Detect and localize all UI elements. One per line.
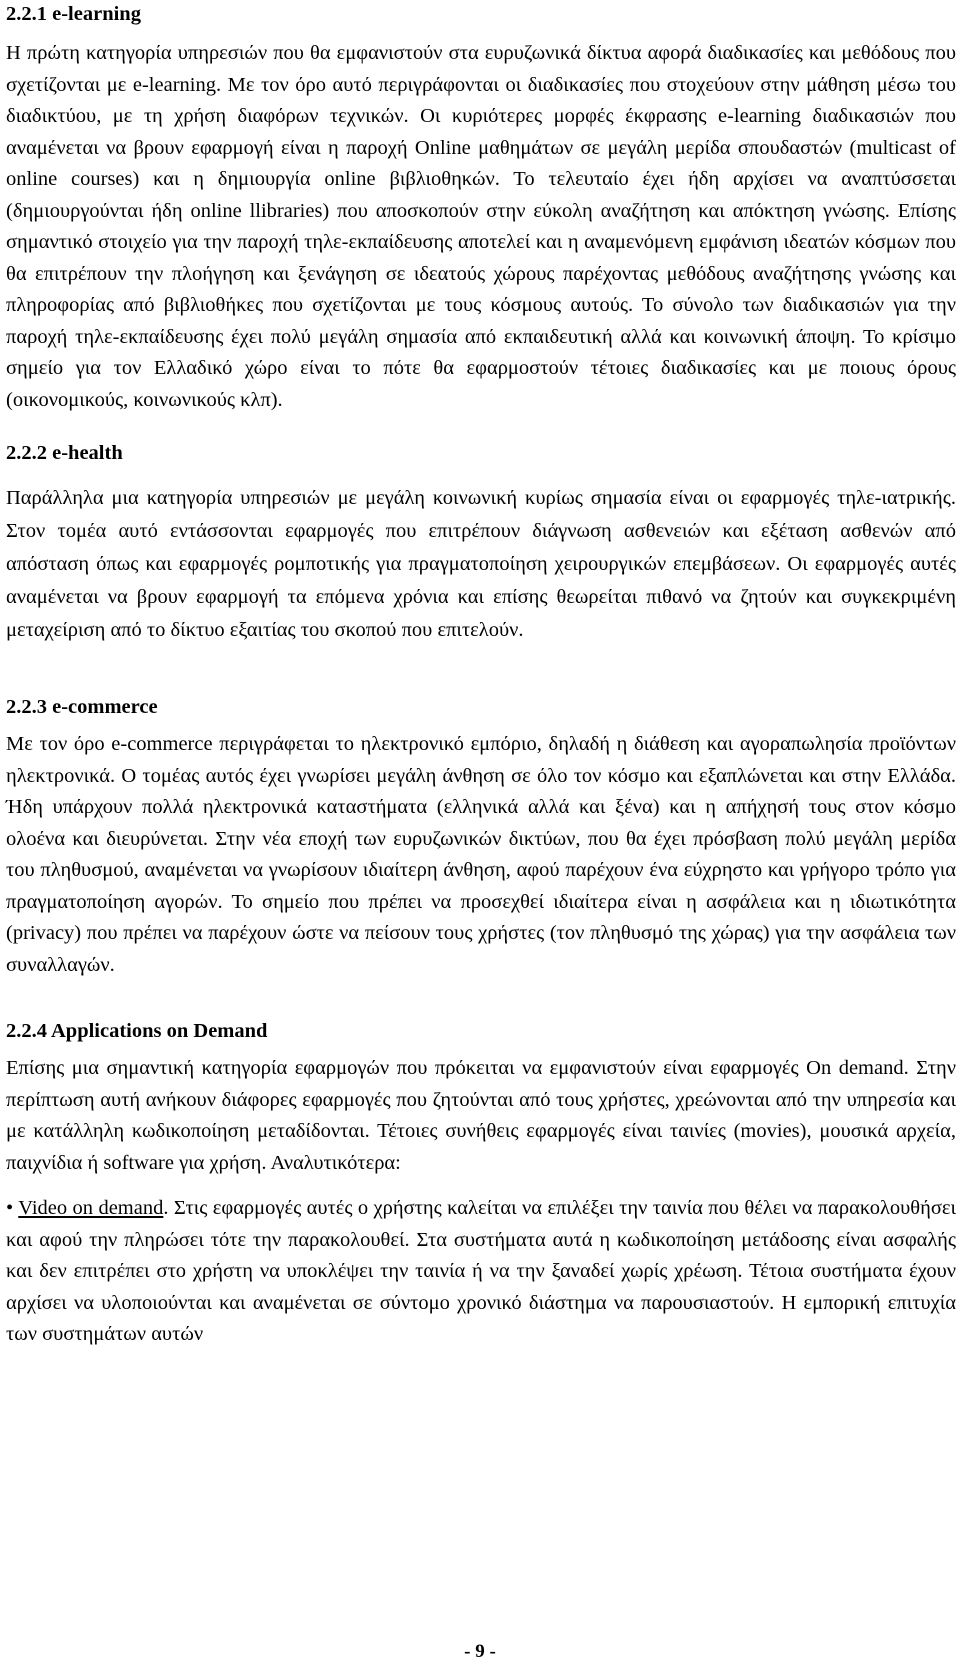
paragraph-ecommerce: Με τον όρο e-commerce περιγράφεται το ηλεκτρονικό εμπόριο, δηλαδή η διάθεση και αγοραπωλησία προϊόντων ηλεκτρονικά. Ο τομέας αυτός έχει γνωρίσει μεγάλη άνθηση σε όλο τον κόσμο και εξαπλώνεται και στην Ελλάδα. Ήδη υπάρχουν πολλά ηλεκτρονικά καταστήματα (ελληνικά αλλά και ξένα) και η απήχησή τους στον κόσμο ολοένα και διευρύνεται. Στην νέα εποχή των ευρυζωνικών δικτύων, που θα έχει πρόσβαση πολύ μεγάλη μερίδα του πληθυσμού, αναμένεται να γνωρίσουν ιδιαίτερη άνθηση, αφού παρέχουν ένα εύχρηστο και γρήγορο τρόπο για πραγματοποίηση αγορών. Το σημείο που πρέπει να προσεχθεί ιδιαίτερα είναι η ασφάλεια και η ιδιωτικότητα (privacy) που πρέπει να παρέχουν ώστε να πείσουν τους χρήστες (τον πληθυσμό της χώρας) για την ασφάλεια των συναλλαγών. (6, 733, 956, 976)
paragraph-elearning: Η πρώτη κατηγορία υπηρεσιών που θα εμφανιστούν στα ευρυζωνικά δίκτυα αφορά διαδικασίες και μεθόδους που σχετίζονται με e-learning. Με τον όρο αυτό περιγράφονται οι διαδικασίες που στοχεύουν στην μάθηση μέσω του διαδικτύου, με τη χρήση διαφόρων τεχνικών. Οι κυριότερες μορφές έκφρασης e-learning διαδικασιών που αναμένεται να βρουν εφαρμογή είναι η παροχή Online μαθημάτων σε μεγάλη μερίδα σπουδαστών (multicast of online courses) και η δημιουργία online βιβλιοθηκών. Το τελευταίο έχει ήδη αρχίσει να αναπτύσσεται (δημιουργούνται ήδη online llibraries) που αποσκοπούν στην εύκολη αναζήτηση και απόκτηση γνώσης. Επίσης σημαντικό στοιχείο για την παροχή τηλε-εκπαίδευσης αποτελεί και η αναμενόμενη εμφάνιση ιδεατών κόσμων που θα επιτρέπουν την πλοήγηση και ξενάγηση σε ιδεατούς χώρους παρέχοντας μεθόδους αναζήτησης γνώσης και πληροφορίας από βιβλιοθήκες που σχετίζονται με τους κόσμους αυτούς. Το σύνολο των διαδικασιών για την παροχή τηλε-εκπαίδευσης έχει πολύ μεγάλη σημασία από εκπαιδευτική αλλά και κοινωνική άποψη. Το κρίσιμο σημείο για τον Ελλαδικό χώρο είναι το πότε θα εφαρμοστούν τέτοιες διαδικασίες και με ποιους όρους (οικονομικούς, κοινωνικούς κλπ). (6, 42, 956, 411)
section-heading-ehealth: 2.2.2 e-health (6, 442, 123, 464)
spacer (6, 647, 956, 693)
bullet-label-video-on-demand: Video on demand (18, 1197, 164, 1219)
bullet-marker: • (6, 1197, 14, 1219)
spacer (6, 28, 956, 38)
spacer (6, 467, 956, 482)
page-number: - 9 - (464, 1641, 496, 1662)
bullet-video-on-demand (6, 1193, 956, 1351)
paragraph-aod: Επίσης μια σημαντική κατηγορία εφαρμογών που πρόκειται να εμφανιστούν είναι εφαρμογές On demand. Στην περίπτωση αυτή ανήκουν διάφορες εφαρμογές που ζητούνται από τους χρήστες, χρεώνονται από την υπηρεσία και με κατάλληλη κωδικοποίηση μεταδίδονται. Τέτοιες συνήθεις εφαρμογές είναι ταινίες (movies), μουσικά αρχεία, παιχνίδια ή software για χρήση. Αναλυτικότερα: (6, 1057, 956, 1174)
section-heading-aod: 2.2.4 Applications on Demand (6, 1020, 268, 1042)
section-heading-elearning: 2.2.1 e-learning (6, 3, 141, 25)
section-heading-ecommerce: 2.2.3 e-commerce (6, 696, 158, 718)
paragraph-ehealth: Παράλληλα μια κατηγορία υπηρεσιών με μεγάλη κοινωνική κυρίως σημασία είναι οι εφαρμογές τηλε-ιατρικής. Στον τομέα αυτό εντάσσονται εφαρμογές που επιτρέπουν διάγνωση ασθενειών και εξέταση ασθενών από απόσταση όπως και εφαρμογές ρομποτικής για πραγματοποίηση χειρουργικών επεμβάσεων. Οι εφαρμογές αυτές αναμένεται να βρουν εφαρμογή τα επόμενα χρόνια και επίσης θεωρείται πιθανό να ζητούν και συγκεκριμένη μεταχείριση από το δίκτυο εξαιτίας του σκοπού που επιτελούν. (6, 487, 956, 641)
spacer (6, 1045, 956, 1053)
spacer (6, 721, 956, 729)
page-content (6, 0, 956, 1351)
bullet-text: . Στις εφαρμογές αυτές ο χρήστης καλείται να επιλέξει την ταινία που θέλει να παρακολουθήσει και αφού την πληρώσει τότε την παρακολουθεί. Στα συστήματα αυτά η κωδικοποίηση μετάδοσης είναι ασφαλής και δεν επιτρέπει στο χρήστη να υποκλέψει την ταινία ή να την ξαναδεί χωρίς χρέωση. Τέτοια συστήματα έχουν αρχίσει να υλοποιούνται και αναμένεται σε σύντομο χρονικό διάστημα να παρουσιαστούν. Η εμπορική επιτυχία των συστημάτων αυτών (6, 1197, 956, 1345)
spacer (6, 416, 956, 439)
spacer (6, 981, 956, 1017)
spacer (6, 1179, 956, 1193)
